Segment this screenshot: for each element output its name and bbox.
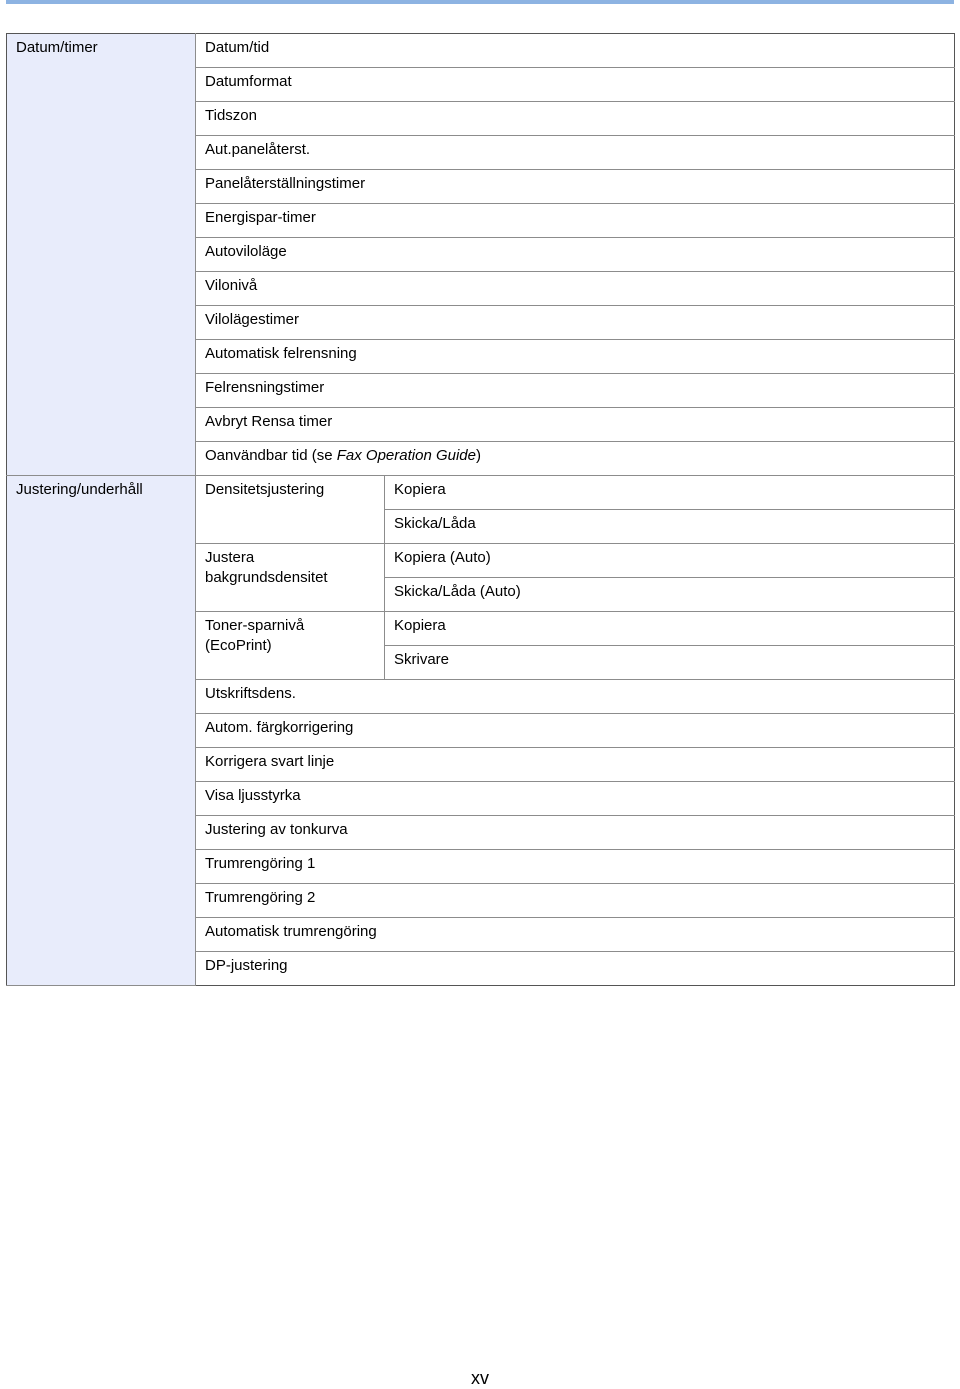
menu-item: Autoviloläge xyxy=(196,238,955,272)
menu-item: Korrigera svart linje xyxy=(196,748,955,782)
grouped-item: Justera bakgrundsdensitet xyxy=(196,544,385,612)
menu-item: Vilolägestimer xyxy=(196,306,955,340)
sub-option: Skicka/Låda xyxy=(385,510,955,544)
category-label: Justering/underhåll xyxy=(16,481,143,498)
menu-item: Trumrengöring 1 xyxy=(196,850,955,884)
category-label: Datum/timer xyxy=(16,39,98,56)
header-rule xyxy=(6,0,954,4)
menu-item: Avbryt Rensa timer xyxy=(196,408,955,442)
menu-item: Felrensningstimer xyxy=(196,374,955,408)
reference-suffix: ) xyxy=(476,447,481,464)
grouped-item: Densitetsjustering xyxy=(196,476,385,544)
menu-item: Aut.panelåterst. xyxy=(196,136,955,170)
table-row xyxy=(7,476,955,510)
menu-item: Trumrengöring 2 xyxy=(196,884,955,918)
page-number: xv xyxy=(471,1368,489,1388)
sub-option: Skrivare xyxy=(385,646,955,680)
menu-item: DP-justering xyxy=(196,952,955,986)
sub-option: Kopiera (Auto) xyxy=(385,544,955,578)
menu-item: Automatisk felrensning xyxy=(196,340,955,374)
sub-option: Kopiera xyxy=(385,612,955,646)
menu-item: Visa ljusstyrka xyxy=(196,782,955,816)
menu-item: Utskriftsdens. xyxy=(196,680,955,714)
category-datum-timer xyxy=(7,34,196,476)
settings-menu-table xyxy=(6,33,955,986)
table-row xyxy=(7,34,955,68)
menu-item: Justering av tonkurva xyxy=(196,816,955,850)
menu-item-fax-reference xyxy=(196,442,955,476)
sub-option: Skicka/Låda (Auto) xyxy=(385,578,955,612)
sub-option: Kopiera xyxy=(385,476,955,510)
reference-prefix: Oanvändbar tid (se xyxy=(205,447,337,464)
menu-item: Datumformat xyxy=(196,68,955,102)
menu-item: Energispar-timer xyxy=(196,204,955,238)
menu-item: Datum/tid xyxy=(196,34,955,68)
menu-item: Vilonivå xyxy=(196,272,955,306)
menu-item: Automatisk trumrengöring xyxy=(196,918,955,952)
category-justering-underhall xyxy=(7,476,196,986)
menu-item: Panelåterställningstimer xyxy=(196,170,955,204)
guide-title: Fax Operation Guide xyxy=(336,447,476,464)
grouped-item: Toner-sparnivå (EcoPrint) xyxy=(196,612,385,680)
menu-item: Autom. färgkorrigering xyxy=(196,714,955,748)
menu-item: Tidszon xyxy=(196,102,955,136)
